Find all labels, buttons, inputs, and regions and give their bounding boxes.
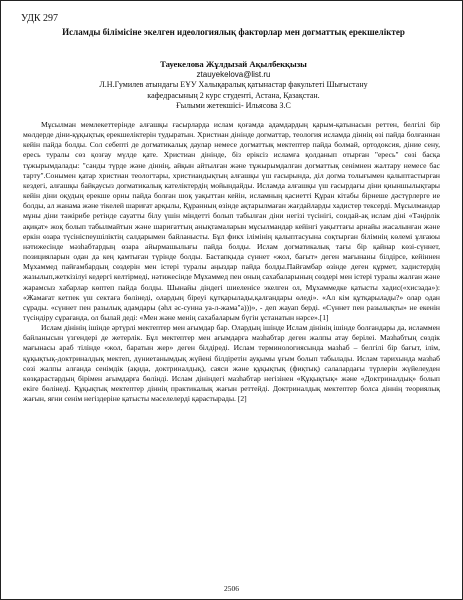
article-title: Исламды білімісіне экелген идеологиялық факторлар мен догматтық ерекшеліктер (62, 27, 405, 37)
page-number: 2506 (224, 584, 239, 593)
author-affiliation-line-1: Л.Н.Гумилев атындағы ЕҰУ Халықаралық қатынастар факультеті Шығыстану (99, 80, 368, 90)
author-block (41, 59, 426, 112)
author-email: ztauyekelova@list.ru (196, 69, 271, 79)
body-paragraph-2: Ислам дінінің ішінде әртүрлі мектептер мен ағымдар бар. Олардың ішінде Ислам дінінің ішінде болғандары да, исламмен байланысын үзгендері де жетерлік. Бұл мектептер мен ағымдарға мазһабтар деген жалпы атау берілеі. Мазһабтың сөздік мағынасы араб тілінде «жол, баратын жер» деген білдіреді. Ислам терминологиясында мазһаб – белгілі бір бағыт, ілім, құқықтық-доктриналдық мектеп, дүниетанымдық жүйені білдіретін ауқымы ұғым болып табылады. Ислам тарихында мазһаб сөзі жалпы алғанда сенімдік (ақида, доктриналдық), саяси және құқықтық (фиқтық) салалардағы түрлерін жүйелеуден көзқарастардың бірімен ағымдарға бөлінді. Ислам дініндегі мазһабтар негізінен «Құқықтық» және «Доктриналдық» болып екіге бөлінеді. Құқықтық мектептер діннің практикалық жағын реттейді. Доктриналдық мектептер болса діннің теориялық жағын, яғни сенім негіздеріне қатысты мәселелерді қарастырады. [2] (23, 323, 440, 404)
body-paragraph-1: Мұсылман мемлекеттерінде алғашқы ғасырларда ислам қоғамда адамдардың қарым-қатынасын реттен, белгілі бір мөлдерде діни-құқықтық ерекшеліктерін тудыратын. Христиан дінінде догматтар, теология исламда діннің өзі пайда болғаннан кейін пайда болды. Сол себепті де догматикалық даулар немесе догматтық мектептер пайда болмай, ортодоксия, діние сену, ересь туралы сөз қозғау мүлде қате. Христиан дінінде, біз еріксіз исламға қолданып отырған "ересь" сөзі басқа тұжырымдалады: "санды түрде және діннің, айқын айтылған және тұжырымдалған догматтық сенімнен жалтару немесе бас тарту".Сонымен қатар христиан теологтары, христиандықтың алғашқы үш ғасырында, діл догма толығымен қалыптастырған кездегі, алғашқы байқаусыз догматикалық кателіктердің мойындайды. Исламда алғашқы үш ғасырдағы діни қиыншылықтары кейін діни оқудың ерекше орны пайда болған шоқ уақыттан кейін, исламның қасиетті Құран кітабы бірнеше дәстүрлерге ие болды, ал жанама және тікелей шариғат арқылы, Құранның өзінде ақтарылмаған жағдайларды хадистер тексерді. Мұсылмандар мұны діни тәжірибе ретінде сауатты білу үшін міндетті болып табылған діни негізі түсінігі, сондай-ақ ислам діні «Тәңірлік ақиқат» жоқ болып табылмайтын және шариғаттың анықтамаларын мұсылмандар кейінгі уақыттағы арнайы жасалынған және еркін өзара түсініспеушіліктің салдарымен байланысты. Бұл фикх ілімінің қалыптасуына соқтырған білімнің көлемі ұлғаюы нәтижесінде мәзһабтардың өзара айырмашылығы пайда болды. Ислам догматикалық тағы бір қайнар көзі-сүннет, позицияларын одан да кең қамтыған түрінде болды. Бастапқыда сүннет «жол, бағыт» деген мағынаны білдірсе, кейіннен Мұхаммед пайғамбардың сөздерін мен істері туралы аңыздар пайда болды.Пайғамбар өзінде деген құрмет, хадистердің жазылып,жеткізілуі кедергі келтірмеді, нәтижесінде Мұхаммед пен оның сахабаларының сөздері мен істері туралы жалған және жарамсыз хабарлар көптеп пайда болды. Шынайы діндегі шиеленісе экелген ол, Мұхаммедке қатысты хадис(«хисзада»): «Жамағат кетпек үш сектаға бөлінеді, олардың біреуі құтқарылады,қалғандары өледі». «Ал кім құтқарылады?» олар одан сұрады. «сүннет пен разылық адамдары (әһл әс-сунна уа-л-жама"а)))», - деп жауап берді. «Сүннет пен разылықты» не екенін түсіндіру сұрағанда, ол былай деді: «Мен және менің сахабаларым бүгін ұстанатын нәрсе».[1] (23, 120, 440, 322)
author-affiliation-line-2: кафедрасының 2 курс студенті, Астана, Қазақстан. (147, 90, 320, 100)
article-body (23, 120, 440, 404)
author-name: Тауекелова Жұлдызай Ақылбекқызы (160, 59, 307, 69)
udk-code: УДК 297 (21, 13, 59, 24)
scientific-supervisor: Ғылыми жетекшісі- Ильясова З.С (176, 101, 291, 111)
